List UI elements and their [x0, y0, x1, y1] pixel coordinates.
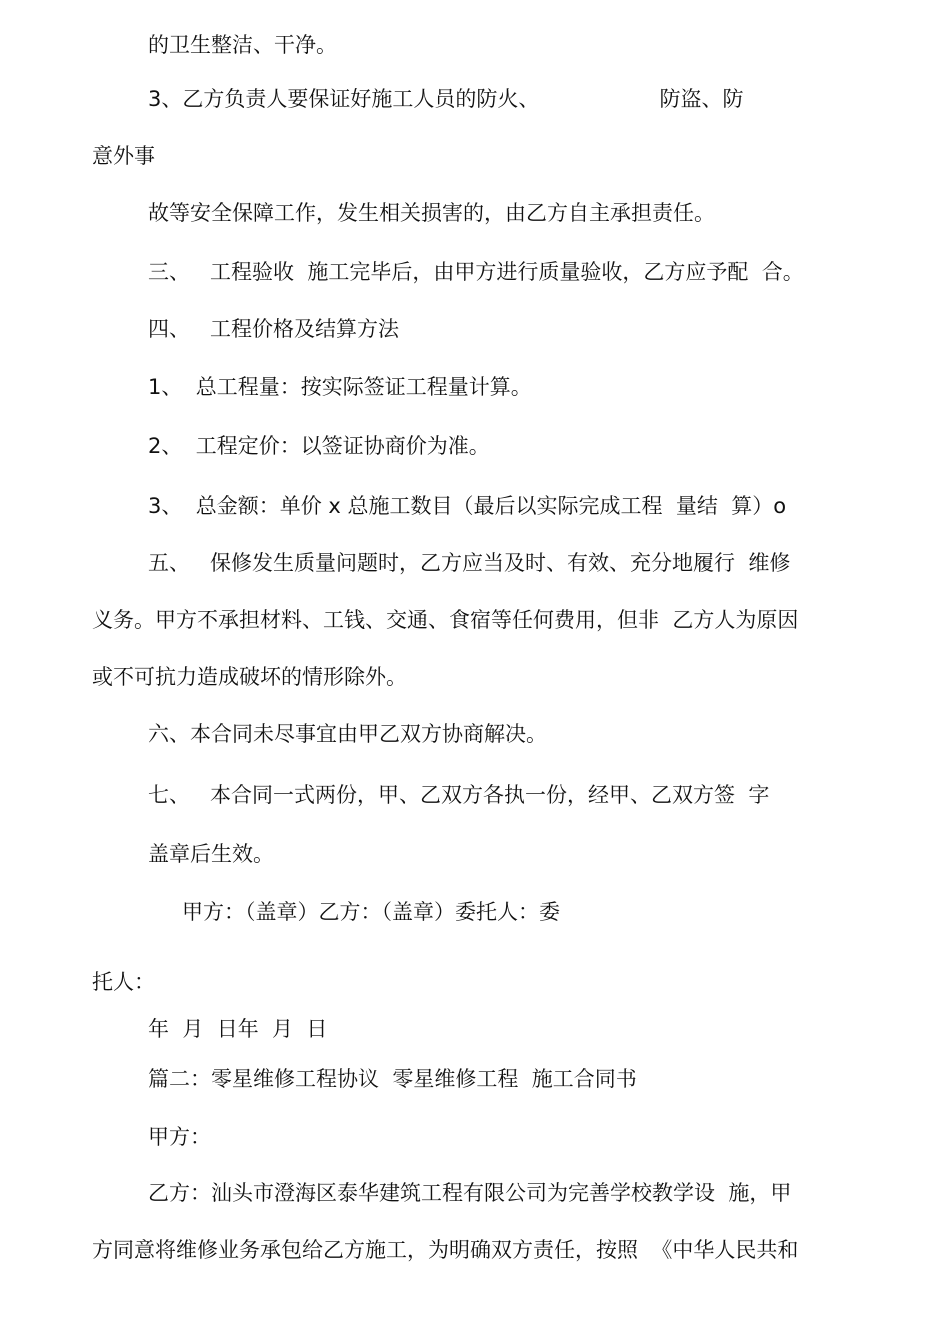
text-line-8: 2、 工程定价：以签证协商价为准。 [148, 434, 490, 458]
text-line-7: 1、 总工程量：按实际签证工程量计算。 [148, 375, 532, 399]
text-line-1: 的卫生整洁、干净。 [148, 33, 337, 57]
text-line-3: 意外事 [92, 144, 155, 168]
text-line-2: 3、乙方负责人要保证好施工人员的防火、 防盗、防 [148, 87, 744, 111]
text-line-5: 三、 工程验收 施工完毕后，由甲方进行质量验收，乙方应予配 合。 [148, 260, 804, 284]
signature-parties-line: 甲方：（盖章）乙方：（盖章）委托人：委 [182, 900, 560, 924]
text-line-last: 方同意将维修业务承包给乙方施工，为明确双方责任，按照 《中华人民共和 [92, 1238, 799, 1262]
section-title: 篇二：零星维修工程协议 零星维修工程 施工合同书 [148, 1067, 637, 1091]
party-a-line: 甲方： [148, 1125, 211, 1149]
text-line-10: 五、 保修发生质量问题时，乙方应当及时、有效、充分地履行 维修 [148, 551, 791, 575]
text-line-9: 3、 总金额：单价 x 总施工数目（最后以实际完成工程 量结 算）o [148, 494, 787, 518]
text-line-11: 义务。甲方不承担材料、工钱、交通、食宿等任何费用，但非 乙方人为原因 [92, 608, 799, 632]
party-b-line: 乙方：汕头市澄海区泰华建筑工程有限公司为完善学校教学设 施，甲 [148, 1181, 792, 1205]
text-line-12: 或不可抗力造成破坏的情形除外。 [92, 665, 407, 689]
text-line-6: 四、 工程价格及结算方法 [148, 317, 400, 341]
text-line-14: 七、 本合同一式两份，甲、乙双方各执一份，经甲、乙双方签 字 [148, 783, 770, 807]
signature-date-line: 年 月 日年 月 日 [148, 1017, 328, 1041]
text-line-4: 故等安全保障工作，发生相关损害的，由乙方自主承担责任。 [148, 201, 715, 225]
signature-agent-line: 托人： [92, 970, 155, 994]
text-line-15: 盖章后生效。 [148, 842, 274, 866]
text-line-13: 六、本合同未尽事宜由甲乙双方协商解决。 [148, 722, 547, 746]
